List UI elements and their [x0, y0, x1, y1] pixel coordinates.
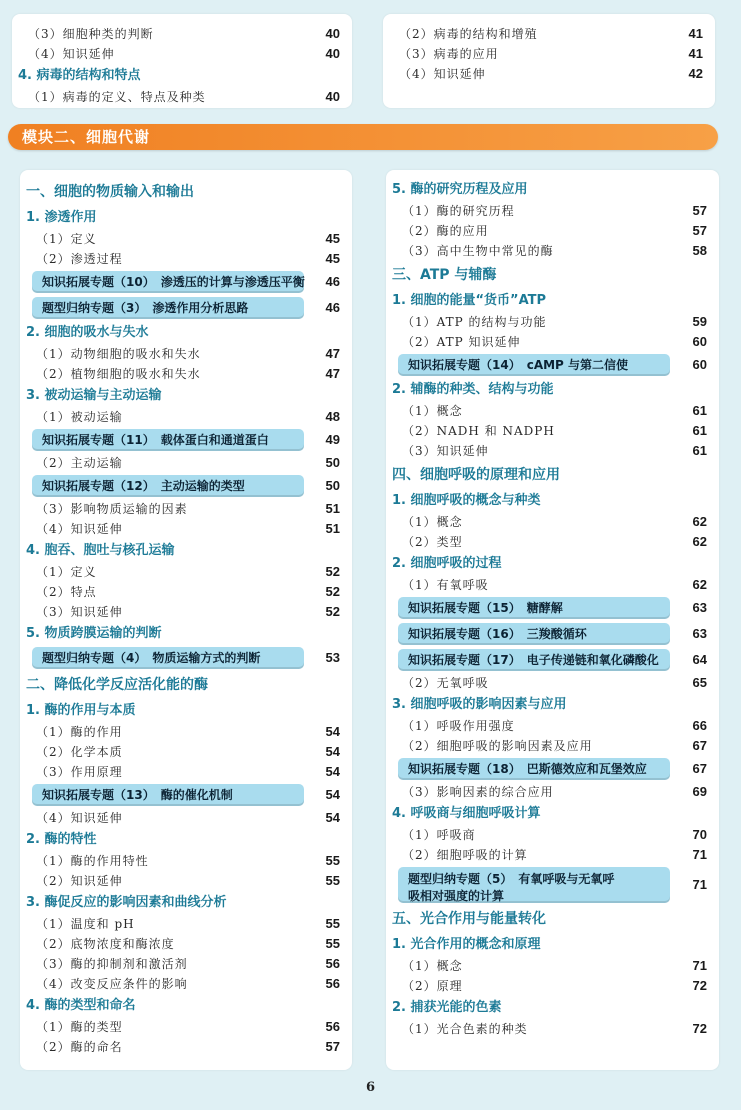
- module-title: 模块二、细胞代谢: [22, 128, 151, 146]
- toc-entry-text: （3）影响因素的综合应用: [402, 785, 554, 799]
- toc-entry[interactable]: [20, 582, 352, 602]
- toc-entry-text: （2）底物浓度和酶浓度: [36, 937, 175, 951]
- toc-entry-text: （1）病毒的定义、特点及种类: [28, 90, 206, 104]
- toc-entry-text: （2）酶的应用: [402, 224, 489, 238]
- section-heading[interactable]: [20, 671, 352, 699]
- special-topic-entry[interactable]: [386, 756, 719, 782]
- toc-entry[interactable]: [20, 851, 352, 871]
- toc-entry[interactable]: [20, 499, 352, 519]
- toc-page-number: 64: [692, 652, 707, 667]
- subsection-heading[interactable]: [386, 178, 719, 201]
- toc-entry-text: （1）酶的作用特性: [36, 854, 149, 868]
- subsection-heading[interactable]: [20, 891, 352, 914]
- special-topic-text: 知识拓展专题（13） 酶的催化机制: [42, 788, 233, 802]
- special-topic-label: [398, 758, 670, 780]
- subsection-heading-text: 4. 病毒的结构和特点: [18, 68, 141, 83]
- toc-entry-text: （1）温度和 pH: [36, 917, 135, 931]
- special-topic-text: 知识拓展专题（11） 载体蛋白和通道蛋白: [42, 433, 269, 447]
- toc-page-number: 58: [692, 243, 707, 258]
- toc-page-number: 54: [325, 810, 340, 825]
- toc-page-number: 40: [325, 46, 340, 61]
- section-heading[interactable]: [386, 261, 719, 289]
- subsection-heading-text: 3. 酶促反应的影响因素和曲线分析: [26, 895, 227, 910]
- toc-entry[interactable]: [386, 201, 719, 221]
- toc-entry[interactable]: [386, 956, 719, 976]
- toc-page-number: 54: [325, 764, 340, 779]
- toc-entry[interactable]: [20, 453, 352, 473]
- toc-entry[interactable]: [383, 64, 715, 84]
- subsection-heading-text: 3. 被动运输与主动运输: [26, 388, 162, 403]
- toc-entry-text: （1）光合色素的种类: [402, 1022, 528, 1036]
- subsection-heading[interactable]: [20, 321, 352, 344]
- toc-entry[interactable]: [20, 364, 352, 384]
- toc-entry-text: （2）化学本质: [36, 745, 123, 759]
- toc-page-number: 40: [325, 26, 340, 41]
- toc-entry-text: （2）知识延伸: [36, 874, 123, 888]
- toc-entry[interactable]: [386, 673, 719, 693]
- toc-entry[interactable]: [20, 871, 352, 891]
- subsection-heading-text: 4. 胞吞、胞吐与核孔运输: [26, 543, 175, 558]
- toc-entry-text: （1）酶的研究历程: [402, 204, 515, 218]
- toc-entry[interactable]: [12, 87, 352, 107]
- toc-entry-text: （2）类型: [402, 535, 463, 549]
- toc-page-number: 61: [692, 443, 707, 458]
- toc-entry[interactable]: [386, 421, 719, 441]
- toc-page-number: 50: [325, 455, 340, 470]
- toc-entry[interactable]: [386, 1019, 719, 1039]
- toc-entry[interactable]: [386, 241, 719, 261]
- toc-entry[interactable]: [20, 519, 352, 539]
- toc-page-number: 52: [325, 604, 340, 619]
- toc-page-number: 51: [325, 501, 340, 516]
- toc-page-number: 47: [325, 346, 340, 361]
- subsection-heading-text: 1. 光合作用的概念和原理: [392, 937, 541, 952]
- toc-entry[interactable]: [20, 722, 352, 742]
- subsection-heading[interactable]: [20, 994, 352, 1017]
- toc-entry-text: （2）病毒的结构和增殖: [399, 27, 538, 41]
- toc-page-number: 45: [325, 231, 340, 246]
- toc-page-number: 55: [325, 873, 340, 888]
- toc-entry-text: （1）酶的作用: [36, 725, 123, 739]
- toc-page-number: 52: [325, 564, 340, 579]
- toc-page-number: 62: [692, 534, 707, 549]
- subsection-heading[interactable]: [20, 622, 352, 645]
- special-topic-entry[interactable]: [20, 295, 352, 321]
- section-heading[interactable]: [386, 461, 719, 489]
- special-topic-label: [32, 475, 304, 497]
- toc-entry-text: （1）定义: [36, 232, 97, 246]
- toc-entry-text: （1）概念: [402, 404, 463, 418]
- toc-entry-text: （2）植物细胞的吸水和失水: [36, 367, 201, 381]
- toc-entry-text: （3）知识延伸: [402, 444, 489, 458]
- toc-entry-text: （1）呼吸商: [402, 828, 476, 842]
- toc-page-number: 61: [692, 423, 707, 438]
- toc-entry-text: （4）知识延伸: [28, 47, 115, 61]
- subsection-heading[interactable]: [386, 933, 719, 956]
- toc-page-number: 53: [325, 650, 340, 665]
- toc-entry-text: （3）高中生物中常见的酶: [402, 244, 554, 258]
- toc-right-column: [386, 170, 719, 1070]
- subsection-heading-text: 2. 辅酶的种类、结构与功能: [392, 382, 554, 397]
- special-topic-text: 知识拓展专题（14） cAMP 与第二信使: [408, 358, 629, 372]
- subsection-heading-text: 2. 酶的特性: [26, 832, 97, 847]
- subsection-heading-text: 4. 酶的类型和命名: [26, 998, 136, 1013]
- subsection-heading[interactable]: [12, 64, 352, 87]
- toc-entry-text: （1）酶的类型: [36, 1020, 123, 1034]
- subsection-heading[interactable]: [20, 206, 352, 229]
- toc-entry[interactable]: [20, 1037, 352, 1057]
- toc-entry[interactable]: [12, 44, 352, 64]
- toc-entry[interactable]: [12, 24, 352, 44]
- toc-entry-text: （1）ATP 的结构与功能: [402, 315, 547, 329]
- toc-page-number: 62: [692, 577, 707, 592]
- toc-entry-text: （1）被动运输: [36, 410, 123, 424]
- toc-page-number: 67: [692, 738, 707, 753]
- subsection-heading-text: 2. 细胞的吸水与失水: [26, 325, 149, 340]
- toc-entry-text: （4）改变反应条件的影响: [36, 977, 188, 991]
- toc-page-number: 63: [692, 626, 707, 641]
- toc-page-number: 65: [692, 675, 707, 690]
- subsection-heading[interactable]: [20, 384, 352, 407]
- special-topic-label: [32, 429, 304, 451]
- toc-entry-text: （2）特点: [36, 585, 97, 599]
- toc-page-number: 52: [325, 584, 340, 599]
- special-topic-label: [32, 784, 304, 806]
- subsection-heading[interactable]: [386, 693, 719, 716]
- toc-entry[interactable]: [386, 976, 719, 996]
- special-topic-text: 知识拓展专题（16） 三羧酸循环: [408, 627, 587, 641]
- special-topic-entry[interactable]: [20, 782, 352, 808]
- special-topic-text-line2: 吸相对强度的计算: [408, 889, 505, 903]
- subsection-heading[interactable]: [20, 539, 352, 562]
- toc-entry[interactable]: [20, 742, 352, 762]
- toc-entry[interactable]: [20, 249, 352, 269]
- toc-page-number: 72: [692, 978, 707, 993]
- toc-entry[interactable]: [386, 845, 719, 865]
- section-heading-text: 一、细胞的物质输入和输出: [26, 184, 194, 200]
- toc-page-number: 66: [692, 718, 707, 733]
- subsection-heading-text: 2. 捕获光能的色素: [392, 1000, 502, 1015]
- toc-page-number: 69: [692, 784, 707, 799]
- subsection-heading-text: 1. 酶的作用与本质: [26, 703, 136, 718]
- toc-entry[interactable]: [386, 512, 719, 532]
- section-heading-text: 三、ATP 与辅酶: [392, 267, 497, 283]
- toc-page-number: 54: [325, 787, 340, 802]
- toc-page-number: 71: [692, 958, 707, 973]
- special-topic-label: [32, 271, 304, 293]
- toc-page-number: 56: [325, 1019, 340, 1034]
- toc-page-number: 63: [692, 600, 707, 615]
- subsection-heading-text: 4. 呼吸商与细胞呼吸计算: [392, 806, 541, 821]
- toc-page-number: 71: [692, 877, 707, 892]
- toc-page-number: 62: [692, 514, 707, 529]
- subsection-heading-text: 1. 渗透作用: [26, 210, 97, 225]
- toc-page-number: 57: [692, 203, 707, 218]
- subsection-heading-text: 5. 物质跨膜运输的判断: [26, 626, 162, 641]
- toc-entry-text: （1）概念: [402, 515, 463, 529]
- toc-page-number: 45: [325, 251, 340, 266]
- special-topic-entry[interactable]: [386, 595, 719, 621]
- toc-entry[interactable]: [20, 602, 352, 622]
- special-topic-label: [398, 354, 670, 376]
- special-topic-entry[interactable]: [20, 269, 352, 295]
- special-topic-entry[interactable]: [386, 647, 719, 673]
- special-topic-entry[interactable]: [20, 427, 352, 453]
- toc-entry[interactable]: [386, 782, 719, 802]
- subsection-heading[interactable]: [386, 489, 719, 512]
- toc-page-number: 72: [692, 1021, 707, 1036]
- toc-page-number: 51: [325, 521, 340, 536]
- toc-page-number: 54: [325, 744, 340, 759]
- section-heading-text: 四、细胞呼吸的原理和应用: [392, 467, 560, 483]
- toc-page-number: 46: [325, 274, 340, 289]
- toc-entry-text: （4）知识延伸: [399, 67, 486, 81]
- section-heading-text: 五、光合作用与能量转化: [392, 911, 546, 927]
- toc-entry[interactable]: [20, 344, 352, 364]
- page-number: 6: [365, 1080, 376, 1095]
- toc-entry-text: （3）知识延伸: [36, 605, 123, 619]
- toc-entry-text: （1）概念: [402, 959, 463, 973]
- subsection-heading-text: 2. 细胞呼吸的过程: [392, 556, 502, 571]
- toc-entry[interactable]: [20, 914, 352, 934]
- special-topic-label: [32, 297, 304, 319]
- toc-entry[interactable]: [386, 532, 719, 552]
- toc-entry-text: （4）知识延伸: [36, 522, 123, 536]
- toc-entry[interactable]: [386, 736, 719, 756]
- toc-page-number: 70: [692, 827, 707, 842]
- subsection-heading-text: 1. 细胞呼吸的概念与种类: [392, 493, 541, 508]
- subsection-heading-text: 3. 细胞呼吸的影响因素与应用: [392, 697, 567, 712]
- toc-entry[interactable]: [20, 808, 352, 828]
- subsection-heading[interactable]: [386, 996, 719, 1019]
- special-topic-label: [398, 597, 670, 619]
- special-topic-entry[interactable]: [20, 473, 352, 499]
- toc-page-number: 54: [325, 724, 340, 739]
- special-topic-entry[interactable]: [386, 865, 719, 905]
- toc-page-number: 60: [692, 334, 707, 349]
- toc-page-number: 40: [325, 89, 340, 104]
- module-banner: [8, 124, 718, 150]
- toc-page-number: 48: [325, 409, 340, 424]
- toc-entry[interactable]: [20, 229, 352, 249]
- special-topic-text-line1: 题型归纳专题（5） 有氧呼吸与无氧呼: [408, 872, 615, 886]
- subsection-heading[interactable]: [386, 552, 719, 575]
- toc-page-number: 55: [325, 936, 340, 951]
- toc-entry[interactable]: [383, 44, 715, 64]
- toc-page-number: 60: [692, 357, 707, 372]
- toc-left-column: [20, 170, 352, 1070]
- special-topic-text: 知识拓展专题（18） 巴斯德效应和瓦堡效应: [408, 762, 647, 776]
- toc-entry[interactable]: [386, 441, 719, 461]
- toc-entry[interactable]: [386, 716, 719, 736]
- toc-entry-text: （3）细胞种类的判断: [28, 27, 154, 41]
- toc-page-number: 71: [692, 847, 707, 862]
- special-topic-label: [398, 623, 670, 645]
- toc-page-number: 55: [325, 916, 340, 931]
- toc-entry[interactable]: [386, 575, 719, 595]
- toc-entry[interactable]: [20, 974, 352, 994]
- special-topic-entry[interactable]: [386, 621, 719, 647]
- section-heading[interactable]: [20, 178, 352, 206]
- special-topic-text: 知识拓展专题（15） 糖酵解: [408, 601, 563, 615]
- toc-entry-text: （1）定义: [36, 565, 97, 579]
- toc-page-number: 67: [692, 761, 707, 776]
- toc-entry-text: （2）主动运输: [36, 456, 123, 470]
- toc-page-number: 57: [325, 1039, 340, 1054]
- toc-page-number: 42: [688, 66, 703, 81]
- toc-entry-text: （3）作用原理: [36, 765, 123, 779]
- toc-page-number: 50: [325, 478, 340, 493]
- toc-entry-text: （2）酶的命名: [36, 1040, 123, 1054]
- section-heading-text: 二、降低化学反应活化能的酶: [26, 677, 208, 693]
- toc-entry-text: （2）原理: [402, 979, 463, 993]
- toc-entry-text: （2）NADH 和 NADPH: [402, 424, 555, 438]
- toc-entry-text: （2）细胞呼吸的影响因素及应用: [402, 739, 593, 753]
- toc-entry-text: （2）ATP 知识延伸: [402, 335, 521, 349]
- special-topic-label: [398, 867, 670, 903]
- toc-entry[interactable]: [20, 762, 352, 782]
- toc-entry-text: （1）呼吸作用强度: [402, 719, 515, 733]
- toc-entry-text: （2）细胞呼吸的计算: [402, 848, 528, 862]
- special-topic-text: 知识拓展专题（17） 电子传递链和氧化磷酸化: [408, 653, 659, 667]
- toc-page-number: 56: [325, 976, 340, 991]
- toc-entry-text: （2）无氧呼吸: [402, 676, 489, 690]
- toc-page-number: 47: [325, 366, 340, 381]
- toc-page-number: 41: [688, 26, 703, 41]
- toc-page-number: 56: [325, 956, 340, 971]
- toc-entry-text: （3）影响物质运输的因素: [36, 502, 188, 516]
- special-topic-entry[interactable]: [386, 352, 719, 378]
- subsection-heading-text: 1. 细胞的能量“货币”ATP: [392, 293, 547, 308]
- special-topic-text: 题型归纳专题（3） 渗透作用分析思路: [42, 301, 249, 315]
- toc-entry[interactable]: [383, 24, 715, 44]
- toc-entry[interactable]: [386, 825, 719, 845]
- top-left-panel: [12, 14, 352, 108]
- toc-entry-text: （3）病毒的应用: [399, 47, 499, 61]
- toc-entry[interactable]: [386, 221, 719, 241]
- special-topic-label: [32, 647, 304, 669]
- toc-entry-text: （4）知识延伸: [36, 811, 123, 825]
- top-right-panel: [383, 14, 715, 108]
- toc-entry[interactable]: [386, 312, 719, 332]
- subsection-heading[interactable]: [386, 289, 719, 312]
- special-topic-text: 知识拓展专题（10） 渗透压的计算与渗透压平衡: [42, 275, 305, 289]
- toc-entry[interactable]: [20, 954, 352, 974]
- subsection-heading[interactable]: [386, 802, 719, 825]
- subsection-heading-text: 5. 酶的研究历程及应用: [392, 182, 528, 197]
- toc-page-number: 49: [325, 432, 340, 447]
- toc-entry-text: （1）动物细胞的吸水和失水: [36, 347, 201, 361]
- subsection-heading[interactable]: [386, 378, 719, 401]
- subsection-heading[interactable]: [20, 699, 352, 722]
- special-topic-entry[interactable]: [20, 645, 352, 671]
- subsection-heading[interactable]: [20, 828, 352, 851]
- toc-page-number: 57: [692, 223, 707, 238]
- special-topic-text: 题型归纳专题（4） 物质运输方式的判断: [42, 651, 261, 665]
- toc-entry[interactable]: [20, 934, 352, 954]
- toc-entry[interactable]: [20, 562, 352, 582]
- special-topic-label: [398, 649, 670, 671]
- toc-entry-text: （2）渗透过程: [36, 252, 123, 266]
- toc-page-number: 46: [325, 300, 340, 315]
- toc-entry[interactable]: [20, 407, 352, 427]
- toc-page-number: 55: [325, 853, 340, 868]
- toc-entry[interactable]: [20, 1017, 352, 1037]
- toc-page-number: 59: [692, 314, 707, 329]
- toc-page-number: 61: [692, 403, 707, 418]
- toc-entry[interactable]: [386, 332, 719, 352]
- toc-entry[interactable]: [386, 401, 719, 421]
- toc-page-number: 41: [688, 46, 703, 61]
- section-heading[interactable]: [386, 905, 719, 933]
- toc-entry-text: （3）酶的抑制剂和激活剂: [36, 957, 188, 971]
- toc-entry-text: （1）有氧呼吸: [402, 578, 489, 592]
- special-topic-text: 知识拓展专题（12） 主动运输的类型: [42, 479, 245, 493]
